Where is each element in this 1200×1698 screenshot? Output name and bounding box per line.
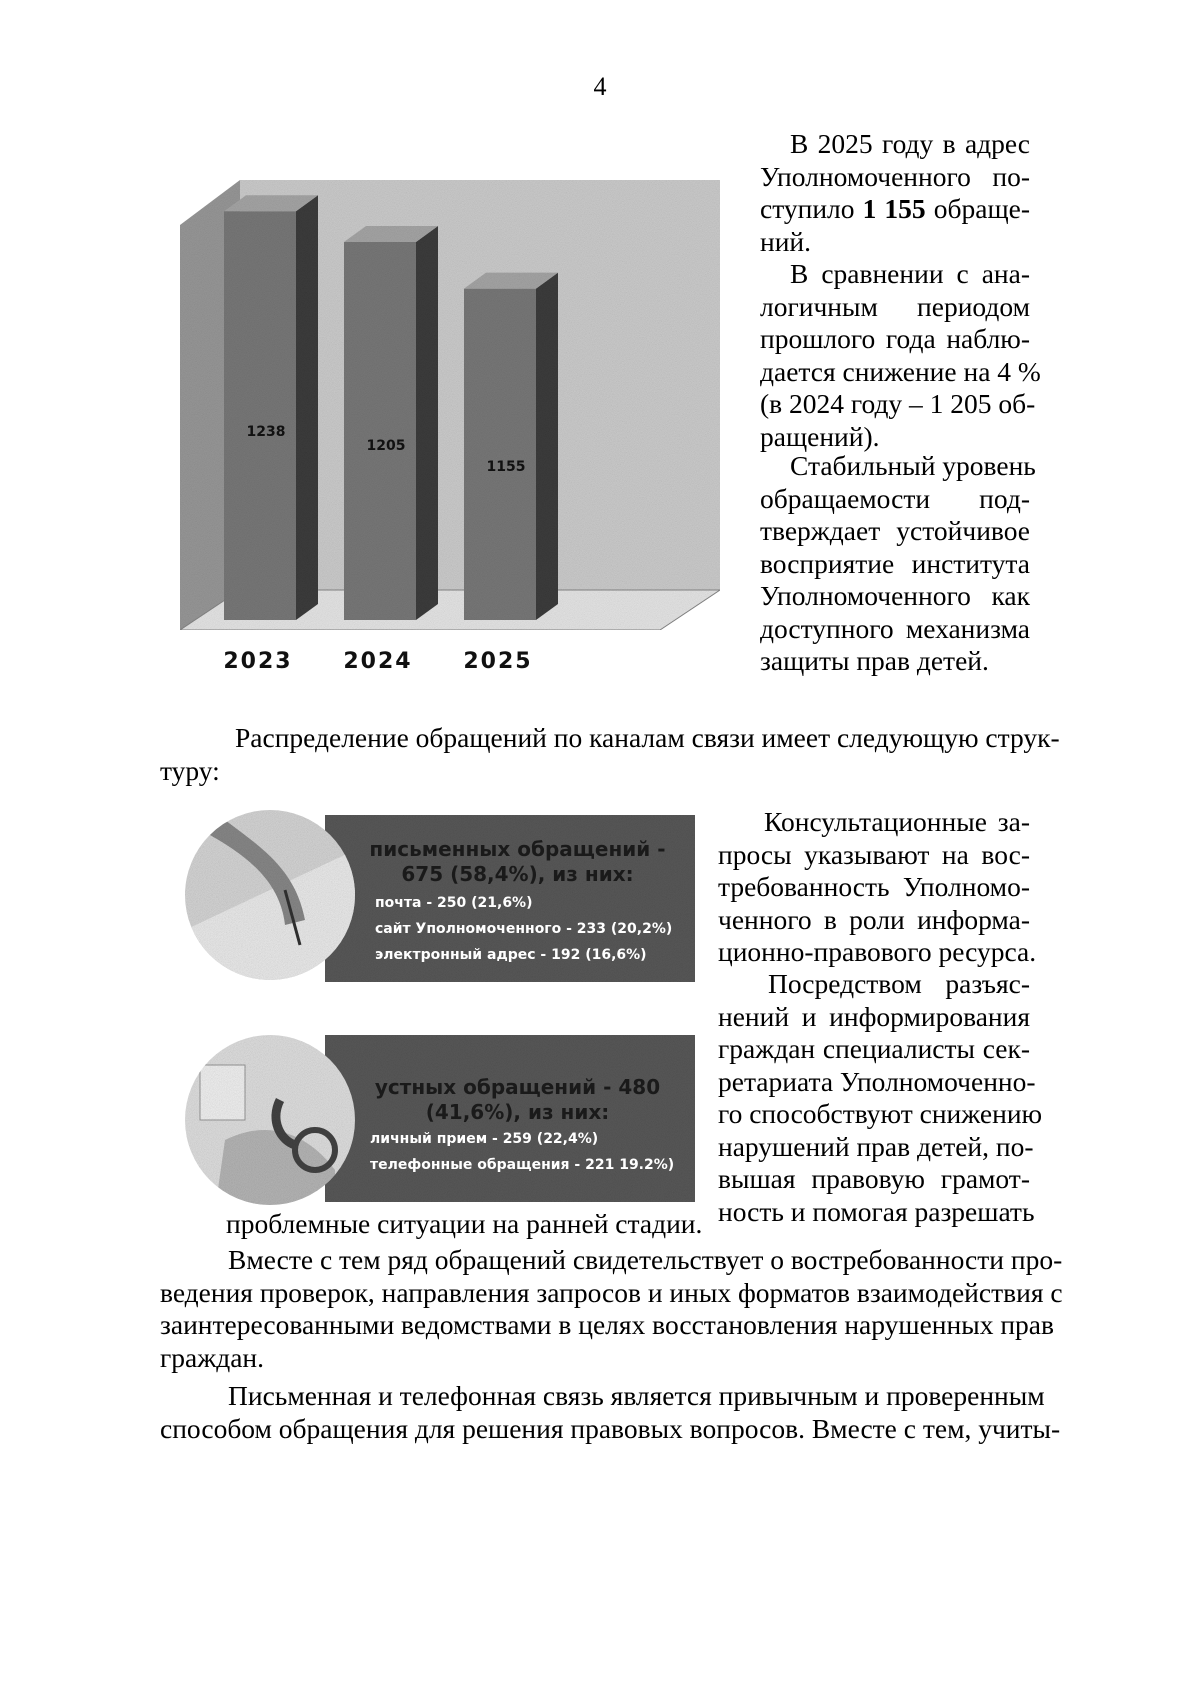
text-line: нений и информирования <box>718 1000 1030 1032</box>
paragraph-intro <box>160 722 1060 787</box>
text-line: ченного в роли информа- <box>718 903 1030 935</box>
text-line: обращаемости под- <box>760 482 1030 514</box>
bar-2024 <box>344 226 438 620</box>
oral-title-line: устных обращений - 480 <box>374 1075 661 1099</box>
text-line: ведения проверок, направления запросов и иных форматов взаимодействия с <box>160 1276 1063 1308</box>
x-tick-label: 2025 <box>463 649 533 674</box>
text-line: Уполномоченного как <box>760 580 1030 611</box>
text-line: Письменная и телефонная связь является привычным и проверенным <box>228 1380 1045 1411</box>
text-line: восприятие института <box>760 547 1030 579</box>
paragraph-communication <box>160 1380 1061 1445</box>
text-line: ность и помогая разрешать <box>718 1195 1035 1227</box>
text-line: Распределение обращений по каналам связи имеет следующую струк- <box>235 722 1060 753</box>
bar-2025 <box>464 273 558 620</box>
text-line: прошлого года наблю- <box>760 323 1030 354</box>
text-line: логичным периодом <box>760 290 1030 322</box>
text-line: Посредством разъяс- <box>768 968 1030 999</box>
text-line: туру: <box>160 754 220 786</box>
bar-front <box>344 242 416 620</box>
text-line: заинтересованными ведомствами в целях восстановления нарушенных прав <box>160 1309 1054 1340</box>
bar-side <box>296 195 318 620</box>
bar-front <box>224 211 296 620</box>
bar-2023 <box>224 195 318 620</box>
text-line: ращений). <box>760 420 880 452</box>
paragraph-clarification-end <box>226 1208 826 1241</box>
bar-side <box>416 226 438 620</box>
paragraph-consultations <box>718 806 1037 969</box>
text-line: требованность Уполномо- <box>718 871 1030 902</box>
written-title-line: 675 (58,4%), из них: <box>401 862 634 886</box>
page-number: 4 <box>593 72 607 101</box>
bar-value-label: 1205 <box>366 437 406 454</box>
text-line: доступного механизма <box>760 612 1030 644</box>
paragraph-inspections <box>160 1244 1063 1374</box>
text-line: Консультационные за- <box>764 806 1030 837</box>
text-line: дается снижение на 4 % <box>760 355 1041 387</box>
bar-side <box>536 273 558 620</box>
text-line: Уполномоченного по- <box>760 160 1030 192</box>
x-tick-label: 2024 <box>343 649 413 674</box>
oral-title-line: (41,6%), из них: <box>425 1100 610 1124</box>
text-line: ретариата Уполномоченно- <box>718 1065 1036 1097</box>
text-line: тверждает устойчивое <box>760 515 1030 546</box>
text-line: Вместе с тем ряд обращений свидетельствует о востребованности про- <box>228 1244 1063 1275</box>
written-appeals-block <box>185 810 700 990</box>
text-line: защиты прав детей. <box>760 645 989 676</box>
text-line: В сравнении с ана- <box>790 258 1030 289</box>
text-line: го способствуют снижению <box>718 1098 1043 1129</box>
x-tick-label: 2023 <box>223 649 293 674</box>
text-line: В 2025 году в адрес <box>790 128 1030 159</box>
text-line: проблемные ситуации на ранней стадии. <box>226 1208 703 1239</box>
written-title <box>345 837 690 887</box>
paragraph-comparison <box>760 258 1041 453</box>
written-band-text <box>325 815 695 982</box>
appeals-bar-chart <box>180 180 740 740</box>
bar-value-label: 1238 <box>246 424 286 441</box>
bar-front <box>464 289 536 620</box>
oral-item-personal: личный прием - 259 (22,4%) <box>370 1131 599 1147</box>
oral-title <box>345 1075 690 1125</box>
paragraph-stability <box>760 450 1036 678</box>
text-line: граждан. <box>160 1341 265 1373</box>
oral-band-text <box>325 1035 695 1202</box>
text-line: просы указывают на вос- <box>718 838 1030 870</box>
written-item-email: электронный адрес - 192 (16,6%) <box>375 947 647 963</box>
text-line: способом обращения для решения правовых вопросов. Вместе с тем, учиты- <box>160 1412 1061 1444</box>
text-line: (в 2024 году – 1 205 об- <box>760 388 1036 419</box>
text-line: Стабильный уровень <box>790 450 1036 481</box>
written-item-mail: почта - 250 (21,6%) <box>375 895 533 911</box>
text-line: граждан специалисты сек- <box>718 1033 1030 1064</box>
written-title-line: письменных обращений - <box>369 837 666 861</box>
written-item-site: сайт Уполномоченного - 233 (20,2%) <box>375 921 673 937</box>
paragraph-total <box>760 128 1030 258</box>
paragraph-clarification <box>718 968 1043 1228</box>
oral-appeals-block <box>185 1030 700 1210</box>
text-line: ционно-правового ресурса. <box>718 936 1037 967</box>
text-line: ний. <box>760 225 812 257</box>
text-line: нарушений прав детей, по- <box>718 1130 1034 1162</box>
text-line: ступило 1 155 обраще- <box>760 193 1030 224</box>
bar-value-label: 1155 <box>486 458 526 475</box>
text-line: вышая правовую грамот- <box>718 1163 1030 1194</box>
oral-item-phone: телефонные обращения - 221 19.2%) <box>370 1157 675 1173</box>
